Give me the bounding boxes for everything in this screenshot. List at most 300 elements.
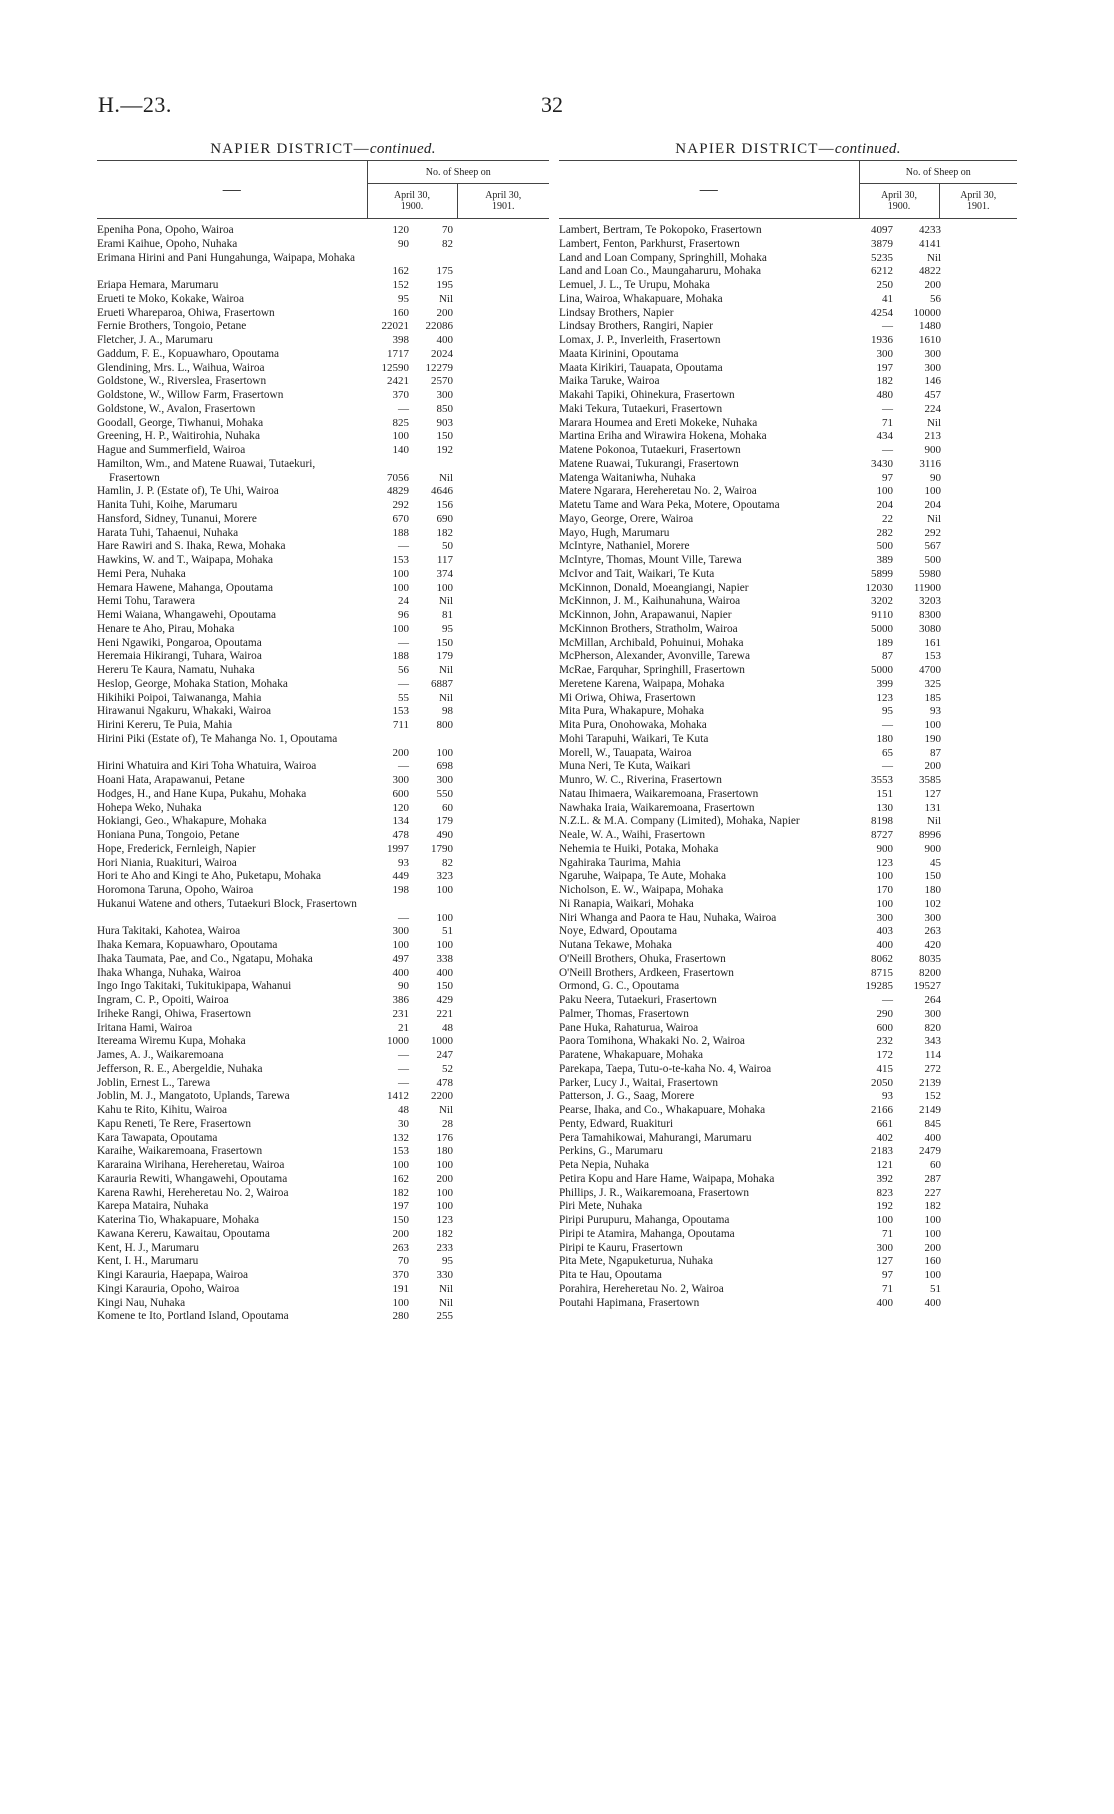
- table-row: [97, 870, 549, 884]
- table-row: [559, 540, 1017, 554]
- sheep-1900: 600: [876, 1021, 893, 1034]
- row-spacer: [947, 1090, 1017, 1104]
- sheep-1900: 478: [392, 829, 409, 841]
- table-row: [97, 224, 549, 238]
- table-row: [97, 1159, 549, 1173]
- sheep-1900: 2050: [871, 1076, 893, 1089]
- owner-name: Porahira, Hereheretau No. 2, Wairoa: [559, 1282, 724, 1295]
- sheep-1900: 2166: [871, 1104, 893, 1116]
- row-spacer: [947, 595, 1017, 609]
- owner-name: Erueti Whareparoa, Ohiwa, Frasertown: [97, 306, 275, 319]
- sheep-1900: 100: [876, 897, 893, 910]
- row-spacer: [459, 1310, 549, 1324]
- sheep-1900: 204: [876, 499, 893, 511]
- sheep-1901: 300: [924, 911, 941, 924]
- sheep-1900: 197: [876, 361, 893, 374]
- sheep-1901: 161: [924, 636, 941, 649]
- right-column: [559, 138, 1017, 1310]
- owner-name: Petira Kopu and Hare Hame, Waipapa, Mohaka: [559, 1172, 775, 1185]
- sheep-1901: 287: [924, 1172, 941, 1185]
- owner-name: Noye, Edward, Opoutama: [559, 925, 677, 938]
- sheep-1900: 123: [876, 856, 893, 869]
- owner-name: Matere Ngarara, Hereheretau No. 2, Wairoa: [559, 485, 757, 498]
- sheep-1900: 97: [882, 1269, 893, 1281]
- sheep-1901: 698: [436, 760, 453, 773]
- sheep-1901: 4646: [431, 485, 453, 498]
- table-row: [97, 1173, 549, 1187]
- row-spacer: [947, 1118, 1017, 1132]
- sheep-1901: 81: [442, 609, 453, 621]
- owner-name: Karepa Mataira, Nuhaka: [97, 1200, 209, 1213]
- sheep-1900: 231: [392, 1007, 409, 1020]
- table-row: [559, 1242, 1017, 1256]
- row-spacer: [459, 815, 549, 829]
- row-spacer: [459, 1104, 549, 1118]
- owner-name: Heslop, George, Mohaka Station, Mohaka: [97, 677, 288, 690]
- sheep-1901: 845: [924, 1117, 941, 1130]
- district-title: NAPIER DISTRICT—: [675, 141, 835, 157]
- sheep-1900: —: [398, 540, 409, 553]
- table-row: [559, 334, 1017, 348]
- sheep-1901: Nil: [438, 1296, 453, 1309]
- owner-name: Land and Loan Co., Maungaharuru, Mohaka: [559, 265, 762, 278]
- owner-name: Hokiangi, Geo., Whakapure, Mohaka: [97, 815, 267, 828]
- sheep-1901: 690: [436, 512, 453, 525]
- owner-name: Phillips, J. R., Waikaremoana, Frasertown: [559, 1186, 749, 1199]
- sheep-1901: 153: [924, 650, 941, 663]
- owner-name: Kingi Nau, Nuhaka: [97, 1296, 186, 1309]
- row-spacer: [947, 1214, 1017, 1228]
- owner-name: Kingi Karauria, Haepapa, Wairoa: [97, 1269, 249, 1281]
- sheep-1901: 800: [436, 719, 453, 731]
- table-row: [559, 1090, 1017, 1104]
- row-spacer: [947, 719, 1017, 733]
- row-spacer: [947, 1200, 1017, 1214]
- sheep-1901: 82: [442, 856, 453, 869]
- row-spacer: [947, 1063, 1017, 1077]
- sheep-1901: 93: [930, 705, 941, 718]
- owner-name: Matetu Tame and Wara Peka, Motere, Opoutama: [559, 499, 780, 511]
- row-spacer: [459, 1145, 549, 1159]
- owner-name: Pita Mete, Ngapuketurua, Nuhaka: [559, 1255, 714, 1268]
- sheep-1900: 170: [876, 884, 893, 896]
- owner-name: Erami Kaihue, Opoho, Nuhaka: [97, 237, 238, 250]
- table-row: [97, 513, 549, 527]
- owner-name: Heremaia Hikirangi, Tuhara, Wairoa: [97, 650, 262, 663]
- sheep-1900: 232: [876, 1035, 893, 1048]
- sheep-1901: 51: [930, 1282, 941, 1295]
- row-spacer: [459, 678, 549, 692]
- sheep-1900: 263: [392, 1241, 409, 1254]
- sheep-1900: 280: [392, 1310, 409, 1323]
- owner-name: Piripi Purupuru, Mahanga, Opoutama: [559, 1214, 730, 1226]
- sheep-1900: 70: [398, 1255, 409, 1268]
- sheep-1900: 4829: [387, 485, 409, 498]
- row-spacer: [459, 224, 549, 238]
- row-spacer: [947, 1187, 1017, 1201]
- table-row: [559, 705, 1017, 719]
- sheep-1901: 100: [924, 1214, 941, 1226]
- sheep-1900: 5000: [871, 664, 893, 676]
- row-spacer: [947, 967, 1017, 981]
- sheep-1901: 338: [436, 952, 453, 965]
- row-spacer: [947, 1008, 1017, 1022]
- table-row: [97, 1063, 549, 1077]
- row-spacer: [459, 513, 549, 527]
- sheep-1901: 900: [924, 842, 941, 855]
- row-spacer: [459, 953, 549, 967]
- owner-name: Piripi te Kauru, Frasertown: [559, 1241, 683, 1254]
- sheep-1901: 478: [436, 1076, 453, 1089]
- sheep-1901: 52: [442, 1062, 453, 1075]
- sheep-1900: 2183: [871, 1145, 893, 1158]
- sheep-1900: —: [398, 911, 409, 924]
- sheep-1900: —: [882, 444, 893, 456]
- row-spacer: [459, 898, 549, 926]
- sheep-1901: 247: [436, 1049, 453, 1061]
- sheep-1901: 150: [924, 870, 941, 883]
- sheep-1901: 10000: [913, 306, 941, 319]
- sheep-1900: 100: [876, 485, 893, 498]
- sheep-1901: 160: [924, 1255, 941, 1268]
- owner-name: Matenga Waitaniwha, Nuhaka: [559, 471, 696, 484]
- table-row: [559, 582, 1017, 596]
- sheep-1900: 151: [876, 787, 893, 800]
- row-spacer: [459, 458, 549, 486]
- sheep-1900: 65: [882, 746, 893, 759]
- table-row: [559, 265, 1017, 279]
- table-row: [559, 829, 1017, 843]
- sheep-1901: Nil: [926, 815, 941, 828]
- table-row: [559, 238, 1017, 252]
- sheep-1900: 120: [392, 801, 409, 814]
- owner-name: Lambert, Fenton, Parkhurst, Frasertown: [559, 237, 740, 250]
- row-spacer: [459, 1269, 549, 1283]
- row-spacer: [459, 320, 549, 334]
- table-row: [97, 898, 549, 926]
- sheep-1901: 400: [436, 334, 453, 346]
- sheep-1901: 400: [924, 1296, 941, 1309]
- row-spacer: [459, 637, 549, 651]
- table-row: [559, 554, 1017, 568]
- owner-name: Pearse, Ihaka, and Co., Whakapuare, Mohaka: [559, 1104, 766, 1116]
- row-spacer: [947, 1049, 1017, 1063]
- sheep-1900: 3879: [871, 237, 893, 250]
- sheep-1901: 156: [436, 499, 453, 511]
- owner-name: Lindsay Brothers, Napier: [559, 306, 674, 319]
- table-row: [97, 1187, 549, 1201]
- row-spacer: [459, 1008, 549, 1022]
- row-spacer: [459, 664, 549, 678]
- sheep-1901: 87: [930, 746, 941, 759]
- owner-name: Iriheke Rangi, Ohiwa, Frasertown: [97, 1007, 252, 1020]
- owner-name: Goldstone, W., Avalon, Frasertown: [97, 402, 256, 415]
- row-spacer: [459, 238, 549, 252]
- table-row: [559, 320, 1017, 334]
- owner-name: Eriapa Hemara, Marumaru: [97, 279, 219, 291]
- sheep-1900: 95: [398, 292, 409, 305]
- sheep-1901: 2149: [919, 1104, 941, 1116]
- table-row: [559, 1269, 1017, 1283]
- sheep-1901: 490: [436, 829, 453, 841]
- owner-name: Hohepa Weko, Nuhaka: [97, 801, 202, 814]
- table-row: [559, 650, 1017, 664]
- row-spacer: [947, 554, 1017, 568]
- owner-name: Erueti te Moko, Kokake, Wairoa: [97, 292, 244, 305]
- row-spacer: [459, 719, 549, 733]
- sheep-1901: 100: [924, 1227, 941, 1240]
- table-row: [97, 719, 549, 733]
- sheep-1900: 400: [876, 1296, 893, 1309]
- row-spacer: [947, 994, 1017, 1008]
- owner-name: O'Neill Brothers, Ardkeen, Frasertown: [559, 966, 734, 979]
- row-spacer: [947, 857, 1017, 871]
- sheep-1900: —: [398, 1049, 409, 1061]
- sheep-1901: 185: [924, 691, 941, 704]
- sheep-1901: 1480: [919, 320, 941, 333]
- owner-name: Meretene Karena, Waipapa, Mohaka: [559, 677, 725, 690]
- sheep-1900: 3202: [871, 595, 893, 608]
- sheep-1900: 19285: [865, 980, 893, 993]
- row-spacer: [947, 953, 1017, 967]
- sheep-1900: 152: [392, 279, 409, 291]
- district-title-continued: continued.: [834, 141, 901, 157]
- table-row: [97, 925, 549, 939]
- sheep-1900: 100: [392, 581, 409, 594]
- owner-name: Kent, I. H., Marumaru: [97, 1255, 199, 1268]
- sheep-1900: 134: [392, 815, 409, 828]
- table-row: [97, 1145, 549, 1159]
- row-spacer: [947, 802, 1017, 816]
- sheep-1901: 123: [436, 1214, 453, 1226]
- sheep-1901: 100: [436, 939, 453, 951]
- sheep-1901: 100: [436, 1200, 453, 1213]
- sheep-1901: 420: [924, 939, 941, 951]
- sheep-1901: 180: [436, 1145, 453, 1158]
- sheep-1901: 150: [436, 980, 453, 993]
- row-spacer: [947, 293, 1017, 307]
- sheep-1900: 8715: [871, 966, 893, 979]
- table-row: [559, 458, 1017, 472]
- sheep-1900: 100: [392, 1159, 409, 1171]
- sheep-1901: 1610: [919, 334, 941, 346]
- sheep-1900: 300: [392, 774, 409, 786]
- owner-name: McRae, Farquhar, Springhill, Frasertown: [559, 664, 745, 676]
- row-spacer: [459, 389, 549, 403]
- sheep-1900: 100: [392, 939, 409, 951]
- row-spacer: [947, 637, 1017, 651]
- owner-name: Joblin, M. J., Mangatoto, Uplands, Tarewa: [97, 1090, 290, 1103]
- row-spacer: [459, 609, 549, 623]
- left-column: [97, 138, 549, 1324]
- sheep-1901: 190: [924, 732, 941, 745]
- sheep-1901: 175: [436, 265, 453, 278]
- table-row: [559, 774, 1017, 788]
- table-row: [559, 472, 1017, 486]
- table-row: [97, 375, 549, 389]
- sheep-1901: Nil: [926, 512, 941, 525]
- owner-name: Mita Pura, Whakapure, Mohaka: [559, 705, 705, 718]
- owner-name: McPherson, Alexander, Avonville, Tarewa: [559, 650, 750, 663]
- owner-name: Jefferson, R. E., Abergeldie, Nuhaka: [97, 1062, 263, 1075]
- sheep-1901: 200: [924, 1241, 941, 1254]
- table-row: [97, 788, 549, 802]
- owner-name: Hikihiki Poipoi, Taiwananga, Mahia: [97, 691, 262, 704]
- table-row: [559, 1022, 1017, 1036]
- sheep-1900: 1936: [871, 334, 893, 346]
- owner-name: McKinnon, John, Arapawanui, Napier: [559, 609, 732, 621]
- sheep-1900: 386: [392, 994, 409, 1006]
- owner-name: Honiana Puna, Tongoio, Petane: [97, 829, 240, 841]
- table-row: [97, 252, 549, 280]
- table-row: [97, 1049, 549, 1063]
- right-owners-table: [559, 224, 1017, 1310]
- sheep-1901: 127: [924, 787, 941, 800]
- table-row: [559, 719, 1017, 733]
- sheep-1901: 457: [924, 389, 941, 401]
- sheep-1901: 102: [924, 897, 941, 910]
- sheep-1900: —: [882, 402, 893, 415]
- sheep-1900: 71: [882, 1282, 893, 1295]
- owner-name: Hori Niania, Ruakituri, Wairoa: [97, 856, 237, 869]
- sheep-1901: 200: [924, 760, 941, 773]
- table-row: [559, 678, 1017, 692]
- sheep-1901: 100: [436, 1186, 453, 1199]
- table-row: [97, 238, 549, 252]
- table-row: [559, 623, 1017, 637]
- table-row: [559, 444, 1017, 458]
- row-spacer: [947, 417, 1017, 431]
- table-row: [97, 994, 549, 1008]
- table-row: [559, 967, 1017, 981]
- left-table-header: [97, 160, 549, 219]
- table-row: [97, 1297, 549, 1311]
- sheep-1900: —: [398, 1076, 409, 1089]
- table-row: [97, 348, 549, 362]
- table-row: [97, 815, 549, 829]
- table-row: [97, 1132, 549, 1146]
- sheep-1900: 434: [876, 430, 893, 443]
- sheep-1901: 4822: [919, 265, 941, 278]
- sheep-1900: 121: [876, 1159, 893, 1171]
- sheep-1901: 204: [924, 499, 941, 511]
- sheep-1901: 400: [436, 966, 453, 979]
- sheep-1901: 200: [924, 279, 941, 291]
- table-row: [559, 1077, 1017, 1091]
- owner-name: McIntyre, Nathaniel, Morere: [559, 540, 690, 553]
- sheep-1900: 5899: [871, 567, 893, 580]
- owner-name: Ihaka Whanga, Nuhaka, Wairoa: [97, 966, 241, 979]
- sheep-1901: Nil: [438, 471, 453, 484]
- year-1900-header: April 30, 1900.: [859, 184, 939, 219]
- table-row: [559, 843, 1017, 857]
- row-spacer: [459, 334, 549, 348]
- district-title: NAPIER DISTRICT—: [210, 141, 370, 157]
- owner-name: Pane Huka, Rahaturua, Wairoa: [559, 1021, 699, 1034]
- table-row: [559, 747, 1017, 761]
- table-row: [559, 953, 1017, 967]
- owner-name: Ni Ranapia, Waikari, Mohaka: [559, 897, 694, 910]
- sheep-1900: 300: [876, 1241, 893, 1254]
- sheep-1901: 2024: [431, 347, 453, 360]
- row-spacer: [947, 980, 1017, 994]
- owner-name: Goldstone, W., Riverslea, Frasertown: [97, 375, 267, 388]
- sheep-1901: 131: [924, 801, 941, 814]
- sheep-1900: 48: [398, 1104, 409, 1116]
- sheep-1900: 370: [392, 389, 409, 401]
- sheep-1900: 188: [392, 526, 409, 539]
- table-row: [559, 898, 1017, 912]
- sheep-1901: 8200: [919, 966, 941, 979]
- sheep-1900: 56: [398, 664, 409, 676]
- sheep-1900: 8062: [871, 952, 893, 965]
- sheep-1901: 300: [436, 774, 453, 786]
- table-row: [559, 1255, 1017, 1269]
- table-row: [559, 1132, 1017, 1146]
- sheep-1901: 550: [436, 787, 453, 800]
- sheep-1900: 823: [876, 1186, 893, 1199]
- sheep-1900: 71: [882, 1227, 893, 1240]
- sheep-1900: 172: [876, 1049, 893, 1061]
- owner-name: Penty, Edward, Ruakituri: [559, 1117, 674, 1130]
- owner-name: Hamlin, J. P. (Estate of), Te Uhi, Wairoa: [97, 485, 279, 498]
- table-row: [97, 884, 549, 898]
- sheep-1900: 140: [392, 444, 409, 456]
- sheep-1900: 3553: [871, 774, 893, 786]
- table-row: [97, 595, 549, 609]
- table-row: [559, 733, 1017, 747]
- row-spacer: [459, 857, 549, 871]
- sheep-1901: 224: [924, 402, 941, 415]
- sheep-1900: 30: [398, 1117, 409, 1130]
- table-row: [559, 637, 1017, 651]
- sheep-1900: 415: [876, 1062, 893, 1075]
- sheep-1901: 8300: [919, 609, 941, 621]
- table-row: [559, 1173, 1017, 1187]
- left-owners-table: [97, 224, 549, 1324]
- owner-name: Kara Tawapata, Opoutama: [97, 1131, 218, 1144]
- row-spacer: [459, 430, 549, 444]
- sheep-1901: Nil: [438, 292, 453, 305]
- sheep-1901: 82: [442, 237, 453, 250]
- row-spacer: [459, 1022, 549, 1036]
- row-spacer: [947, 499, 1017, 513]
- owner-name: Hura Takitaki, Kahotea, Wairoa: [97, 925, 241, 938]
- sheep-1901: 2139: [919, 1076, 941, 1089]
- owner-name: McKinnon Brothers, Stratholm, Wairoa: [559, 622, 738, 635]
- row-spacer: [459, 774, 549, 788]
- sheep-1901: 233: [436, 1241, 453, 1254]
- sheep-1901: 11900: [913, 581, 941, 594]
- table-row: [559, 609, 1017, 623]
- owner-name: Hare Rawiri and S. Ihaka, Rewa, Mohaka: [97, 540, 286, 553]
- table-row: [97, 733, 549, 761]
- table-row: [97, 1228, 549, 1242]
- row-spacer: [947, 747, 1017, 761]
- sheep-1900: 4254: [871, 306, 893, 319]
- sheep-1900: 93: [398, 856, 409, 869]
- table-row: [559, 1200, 1017, 1214]
- table-row: [559, 1214, 1017, 1228]
- row-spacer: [947, 1242, 1017, 1256]
- table-row: [559, 1283, 1017, 1297]
- sheep-1900: 100: [392, 567, 409, 580]
- owner-name: Glendining, Mrs. L., Waihua, Wairoa: [97, 361, 265, 374]
- table-row: [559, 1063, 1017, 1077]
- row-spacer: [947, 1104, 1017, 1118]
- sheep-1901: 179: [436, 650, 453, 663]
- row-spacer: [947, 1077, 1017, 1091]
